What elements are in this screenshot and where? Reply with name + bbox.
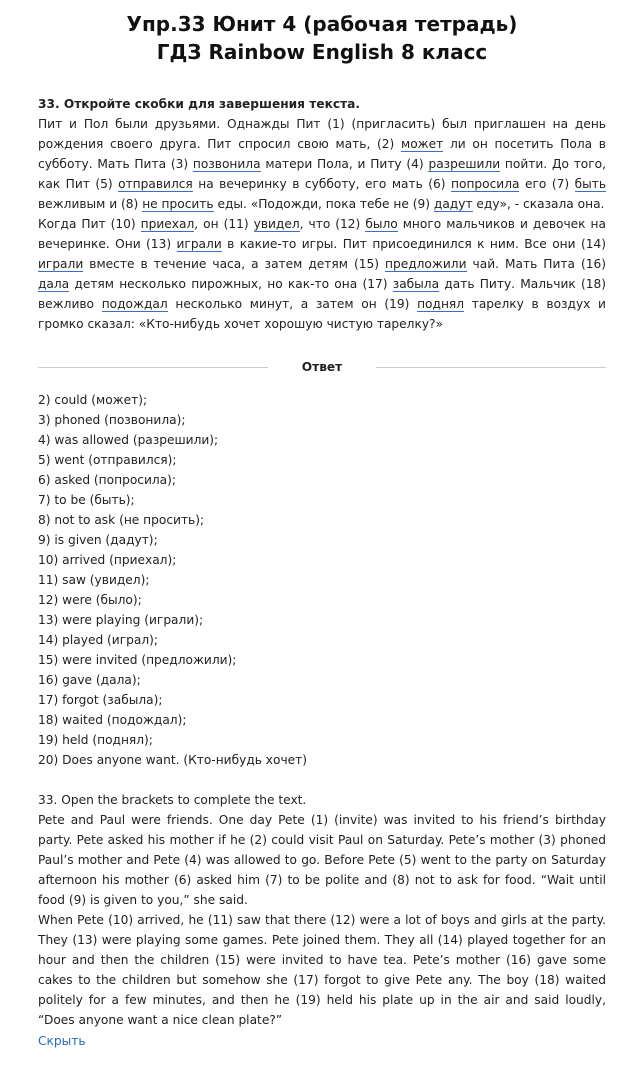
answer-word: предложили xyxy=(385,257,467,271)
text-segment: матери Пола, и Питу (4) xyxy=(260,157,429,171)
text-segment: на вечеринку в субботу, его мать (6) xyxy=(192,177,452,191)
text-segment: , он (11) xyxy=(194,217,254,231)
answer-item: 19) held (поднял); xyxy=(38,733,153,747)
answer-word: быть xyxy=(574,177,606,191)
text-segment: много мальчиков и девочек на вечеринке. Они (13) xyxy=(38,217,606,251)
answer-word: играли xyxy=(38,257,84,271)
text-segment: вместе в течение часа, а затем детям (15) xyxy=(83,257,385,271)
page-title xyxy=(38,10,606,66)
answer-item: 5) went (отправился); xyxy=(38,453,177,467)
answer-word: не просить xyxy=(142,197,214,211)
answer-item: 20) Does anyone want. (Кто-нибудь хочет) xyxy=(38,753,308,767)
answer-item: 13) were playing (играли); xyxy=(38,613,204,627)
answer-word: разрешили xyxy=(428,157,501,171)
answer-list xyxy=(38,390,606,770)
text-segment: вежливым и (8) xyxy=(38,197,143,211)
answer-word: отправился xyxy=(118,177,193,191)
answer-item: 15) were invited (предложили); xyxy=(38,653,237,667)
text-segment: несколько минут, а затем он (19) xyxy=(167,297,418,311)
task-paragraph-1 xyxy=(38,114,606,214)
text-segment: дать Питу. Мальчик (18) вежливо xyxy=(38,277,606,311)
answer-word: дадут xyxy=(433,197,473,211)
task-heading: 33. Откройте скобки для завершения текста. xyxy=(38,97,360,111)
answer-item: 11) saw (увидел); xyxy=(38,573,150,587)
answer-item: 7) to be (быть); xyxy=(38,493,135,507)
hide-link[interactable]: Скрыть xyxy=(38,1034,86,1048)
answer-word: поднял xyxy=(417,297,465,311)
answer-word: приехал xyxy=(140,217,195,231)
title-line-2: ГДЗ Rainbow English 8 класс xyxy=(156,40,488,64)
text-segment: его (7) xyxy=(519,177,575,191)
answer-word: подождал xyxy=(101,297,168,311)
english-paragraph-1: Pete and Paul were friends. One day Pete (1) (invite) was invited to his friend’s birthday party. Pete asked his mother if he (2) could visit Paul on Saturday. Pete’s mother (3) phoned Paul’s mother and Pete (4) was allowed to go. Before Pete (5) went to the party on Saturday afternoon his mother (6) asked him (7) to be polite and (8) not to ask for food. “Wait until food (9) is given to you,” she said. xyxy=(38,813,606,907)
answer-item: 6) asked (попросила); xyxy=(38,473,177,487)
answer-item: 14) played (играл); xyxy=(38,633,158,647)
text-segment: тарелку в воздух и громко сказал: «Кто-нибудь хочет хорошую чистую тарелку?» xyxy=(38,297,606,331)
text-segment: Пит и Пол были друзьями. Однажды Пит (1) (пригласить) был приглашен на день рождения своего друга. Пит спросил свою мать, (2) xyxy=(38,117,606,151)
answer-item: 9) is given (дадут); xyxy=(38,533,158,547)
answer-item: 10) arrived (приехал); xyxy=(38,553,177,567)
answer-word: играли xyxy=(176,237,222,251)
answer-word: увидел xyxy=(253,217,300,231)
answer-word: было xyxy=(365,217,398,231)
answer-item: 18) waited (подождал); xyxy=(38,713,187,727)
english-text xyxy=(38,790,606,1030)
text-segment: еду», - сказала она. xyxy=(472,197,605,211)
answer-item: 17) forgot (забыла); xyxy=(38,693,163,707)
text-segment: в какие-то игры. Пит присоединился к ним. Все они (14) xyxy=(221,237,606,251)
answer-item: 16) gave (дала); xyxy=(38,673,141,687)
title-line-1: Упр.33 Юнит 4 (рабочая тетрадь) xyxy=(126,12,518,36)
answer-word: дала xyxy=(38,277,70,291)
answer-word: может xyxy=(401,137,444,151)
answer-item: 8) not to ask (не просить); xyxy=(38,513,205,527)
answer-label: Ответ xyxy=(301,360,343,374)
answer-item: 12) were (было); xyxy=(38,593,142,607)
text-segment: чай. Мать Пита (16) xyxy=(466,257,606,271)
answer-item: 2) could (может); xyxy=(38,393,148,407)
answer-item: 4) was allowed (разрешили); xyxy=(38,433,219,447)
answer-divider xyxy=(38,360,606,374)
text-segment: ли он посетить Пола в субботу. Мать Пита (3) xyxy=(38,137,606,171)
divider-line-left xyxy=(38,367,268,368)
divider-line-right xyxy=(376,367,606,368)
task-block xyxy=(38,94,606,334)
english-heading: 33. Open the brackets to complete the text. xyxy=(38,793,307,807)
answer-word: забыла xyxy=(392,277,440,291)
answer-word: попросила xyxy=(451,177,520,191)
english-paragraph-2: When Pete (10) arrived, he (11) saw that there (12) were a lot of boys and girls at the party. They (13) were playing some games. Pete joined them. They all (14) played together for an hour and then the children (15) were invited to have tea. Pete’s mother (16) gave some cakes to the children but somehow she (17) forgot to give Pete any. The boy (18) waited politely for a few minutes, and then he (19) held his plate up in the air and said loudly, “Does anyone want a nice clean plate?” xyxy=(38,913,606,1027)
answer-word: позвонила xyxy=(192,157,261,171)
text-segment: детям несколько пирожных, но как-то она (17) xyxy=(69,277,393,291)
text-segment: пойти. До того, как Пит (5) xyxy=(38,157,606,191)
task-paragraph-2 xyxy=(38,214,606,334)
text-segment: Когда Пит (10) xyxy=(38,217,141,231)
text-segment: еды. «Подожди, пока тебе не (9) xyxy=(213,197,434,211)
answer-item: 3) phoned (позвонила); xyxy=(38,413,186,427)
text-segment: , что (12) xyxy=(299,217,366,231)
